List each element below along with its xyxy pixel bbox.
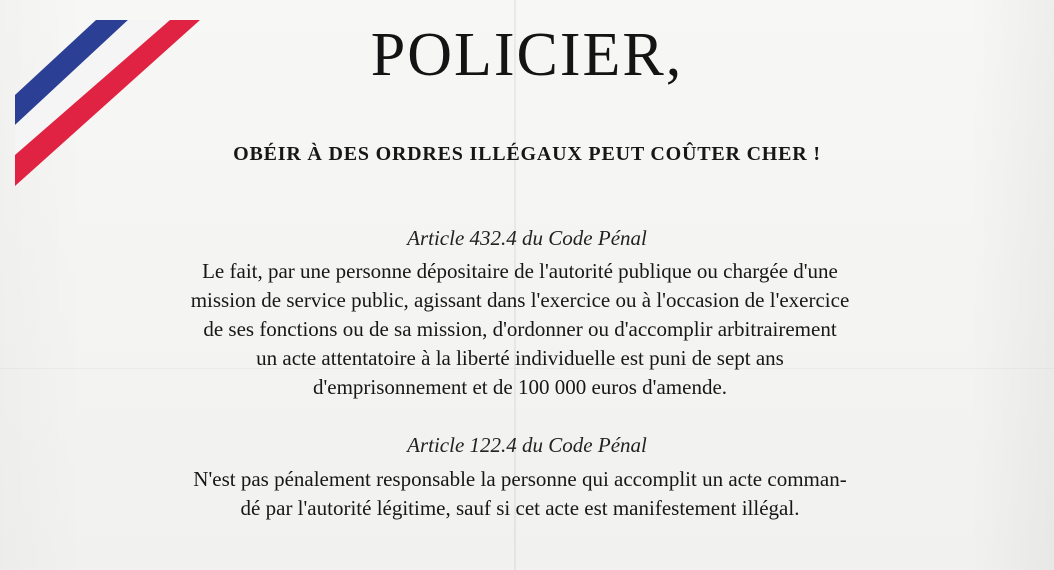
article-line: un acte attentatoire à la liberté individuelle est puni de sept ans	[256, 346, 784, 370]
article-line: Le fait, par une personne dépositaire de l'autorité publique ou chargée d'une	[202, 259, 838, 283]
article-line: d'emprisonnement et de 100 000 euros d'amende.	[312, 375, 728, 399]
article-line: N'est pas pénalement responsable la personne qui accomplit un acte comman-	[193, 467, 847, 491]
article-heading: Article 122.4 du Code Pénal	[407, 433, 647, 457]
article-heading: Article 432.4 du Code Pénal	[407, 226, 647, 250]
subtitle-warning: OBÉIR À DES ORDRES ILLÉGAUX PEUT COÛTER CHER !	[233, 143, 821, 165]
page-title: POLICIER,	[370, 21, 684, 89]
article-body	[44, 257, 996, 402]
article-line: mission de service public, agissant dans l'exercice ou à l'occasion de l'exercice	[190, 288, 850, 312]
article-line: dé par l'autorité légitime, sauf si cet acte est manifestement illégal.	[240, 496, 800, 520]
article-line: de ses fonctions ou de sa mission, d'ordonner ou d'accomplir arbitrairement	[203, 317, 837, 341]
article-body	[44, 465, 996, 523]
